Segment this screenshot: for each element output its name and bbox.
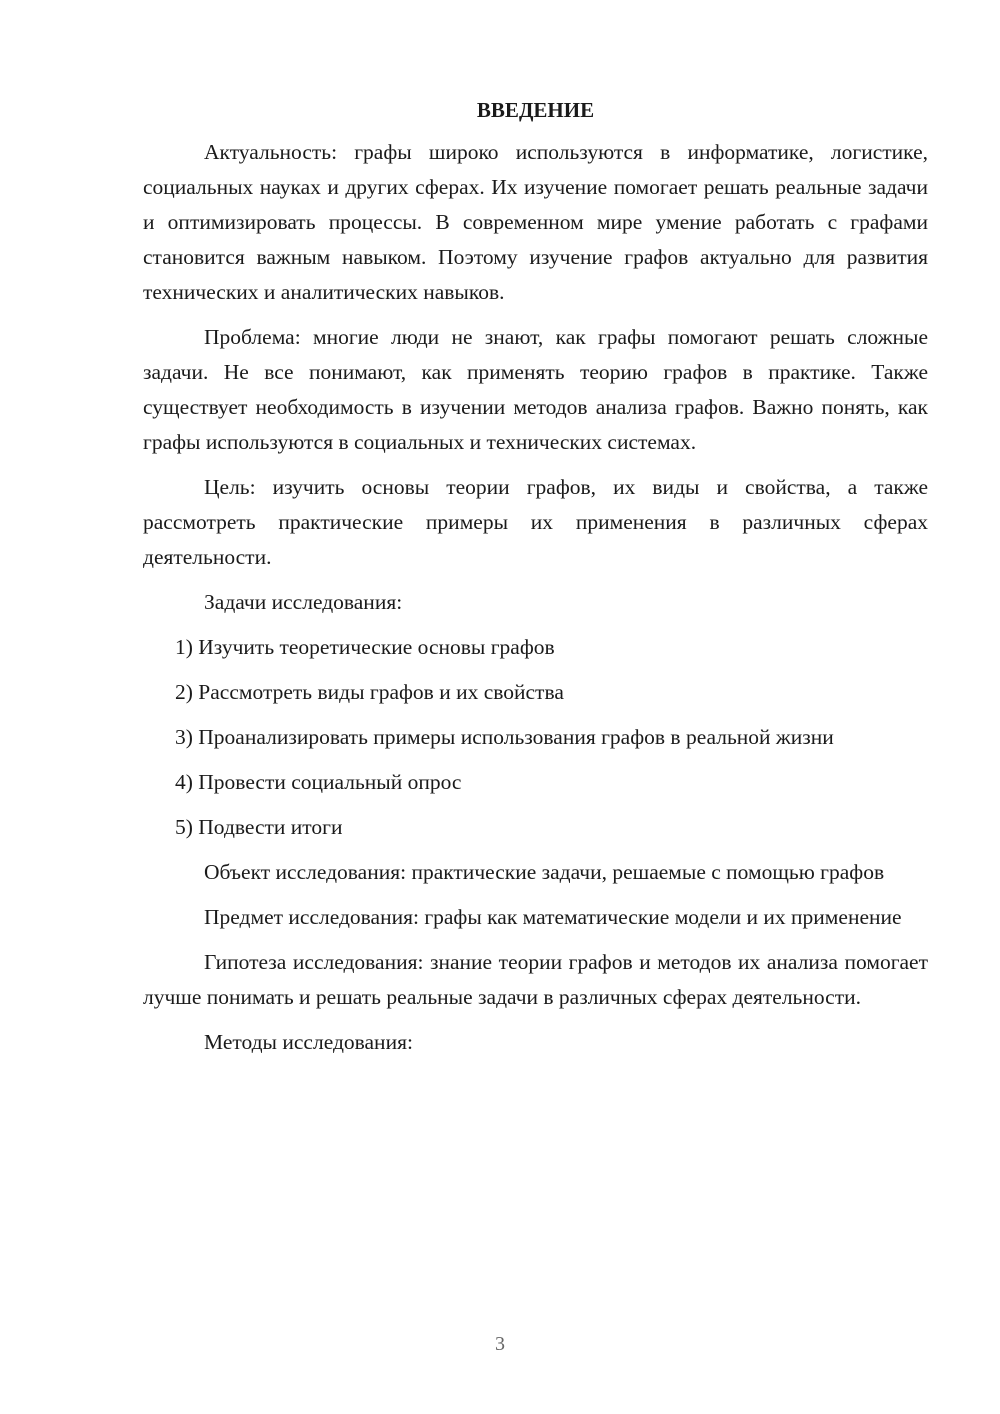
paragraph-problem: Проблема: многие люди не знают, как графы помогают решать сложные задачи. Не все понимают, как применять теорию графов в практике. Также существует необходимость в изучении методов анализа графов. Важно понять, как графы используются в социальных и технических системах.: [143, 325, 928, 454]
page-number: 3: [495, 1333, 505, 1355]
paragraph-subject: Предмет исследования: графы как математические модели и их применение: [204, 905, 902, 929]
paragraph-goal: Цель: изучить основы теории графов, их виды и свойства, а также рассмотреть практические примеры их применения в различных сферах деятельности.: [143, 475, 928, 569]
task-item-3: 3) Проанализировать примеры использования графов в реальной жизни: [175, 725, 834, 749]
task-item-1: 1) Изучить теоретические основы графов: [175, 635, 555, 659]
task-item-4: 4) Провести социальный опрос: [175, 770, 462, 794]
task-item-2: 2) Рассмотреть виды графов и их свойства: [175, 680, 564, 704]
tasks-heading: Задачи исследования:: [204, 590, 403, 614]
methods-heading: Методы исследования:: [204, 1030, 413, 1054]
page-title: ВВЕДЕНИЕ: [476, 98, 595, 122]
page-content: [143, 95, 928, 1060]
paragraph-relevance: Актуальность: графы широко используются в информатике, логистике, социальных науках и других сферах. Их изучение помогает решать реальные задачи и оптимизировать процессы. В современном мире умение работать с графами становится важным навыком. Поэтому изучение графов актуально для развития технических и аналитических навыков.: [143, 140, 928, 304]
paragraph-hypothesis: Гипотеза исследования: знание теории графов и методов их анализа помогает лучше понимать и решать реальные задачи в различных сферах деятельности.: [143, 950, 928, 1009]
paragraph-object: Объект исследования: практические задачи, решаемые с помощью графов: [204, 860, 885, 884]
task-item-5: 5) Подвести итоги: [175, 815, 343, 839]
